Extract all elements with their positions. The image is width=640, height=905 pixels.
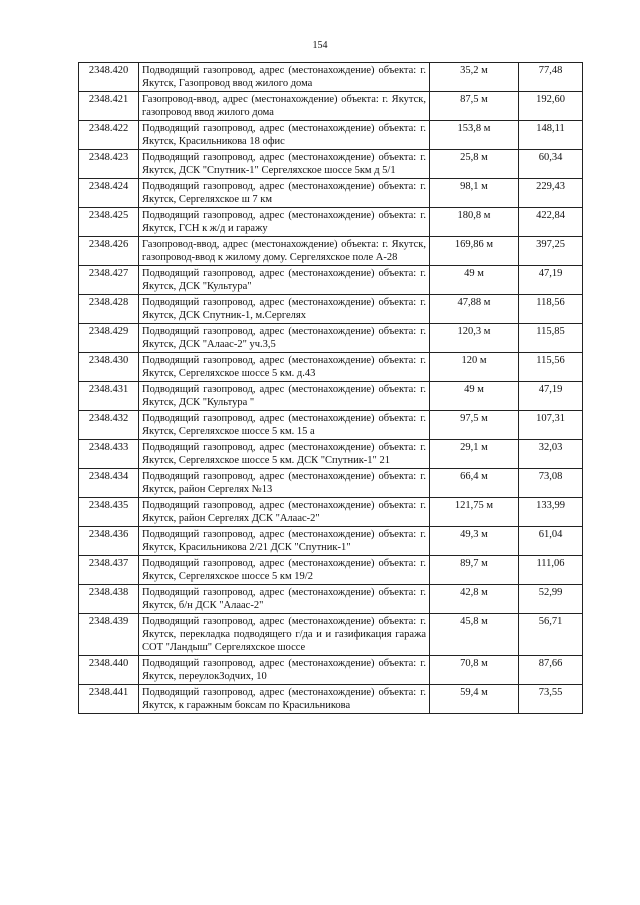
- description-cell: Подводящий газопровод, адрес (местонахождение) объекта: г. Якутск, Сергеляхское шоссе 5 км. ДСК "Спутник-1" 21: [139, 440, 430, 469]
- length-cell: 49,3 м: [430, 527, 519, 556]
- row-number-cell: 2348.431: [79, 382, 139, 411]
- table-row: [79, 92, 583, 121]
- row-number-cell: 2348.420: [79, 63, 139, 92]
- value-cell: 148,11: [519, 121, 583, 150]
- length-cell: 89,7 м: [430, 556, 519, 585]
- row-number-cell: 2348.425: [79, 208, 139, 237]
- row-number-cell: 2348.437: [79, 556, 139, 585]
- table-row: [79, 324, 583, 353]
- length-cell: 120,3 м: [430, 324, 519, 353]
- value-cell: 47,19: [519, 382, 583, 411]
- registry-table: [78, 62, 583, 714]
- description-cell: Подводящий газопровод, адрес (местонахождение) объекта: г. Якутск, Сергеляхское шоссе 5 км 19/2: [139, 556, 430, 585]
- row-number-cell: 2348.424: [79, 179, 139, 208]
- description-cell: Подводящий газопровод, адрес (местонахождение) объекта: г. Якутск, ДСК "Культура": [139, 266, 430, 295]
- value-cell: 52,99: [519, 585, 583, 614]
- length-cell: 66,4 м: [430, 469, 519, 498]
- length-cell: 153,8 м: [430, 121, 519, 150]
- table-row: [79, 411, 583, 440]
- length-cell: 49 м: [430, 382, 519, 411]
- description-cell: Подводящий газопровод, адрес (местонахождение) объекта: г. Якутск, район Сергелях ДСК "Алаас-2": [139, 498, 430, 527]
- row-number-cell: 2348.426: [79, 237, 139, 266]
- value-cell: 60,34: [519, 150, 583, 179]
- row-number-cell: 2348.434: [79, 469, 139, 498]
- length-cell: 97,5 м: [430, 411, 519, 440]
- table-row: [79, 353, 583, 382]
- value-cell: 77,48: [519, 63, 583, 92]
- length-cell: 120 м: [430, 353, 519, 382]
- table-row: [79, 440, 583, 469]
- table-row: [79, 208, 583, 237]
- value-cell: 107,31: [519, 411, 583, 440]
- description-cell: Подводящий газопровод, адрес (местонахождение) объекта: г. Якутск, б/н ДСК "Алаас-2": [139, 585, 430, 614]
- table-row: [79, 237, 583, 266]
- length-cell: 29,1 м: [430, 440, 519, 469]
- table-row: [79, 266, 583, 295]
- row-number-cell: 2348.421: [79, 92, 139, 121]
- row-number-cell: 2348.432: [79, 411, 139, 440]
- row-number-cell: 2348.422: [79, 121, 139, 150]
- description-cell: Подводящий газопровод, адрес (местонахождение) объекта: г. Якутск, к гаражным боксам по Красильникова: [139, 685, 430, 714]
- value-cell: 115,56: [519, 353, 583, 382]
- value-cell: 192,60: [519, 92, 583, 121]
- description-cell: Газопровод-ввод, адрес (местонахождение) объекта: г. Якутск, газопровод ввод жилого дома: [139, 92, 430, 121]
- description-cell: Подводящий газопровод, адрес (местонахождение) объекта: г. Якутск, ДСК "Культура ": [139, 382, 430, 411]
- description-cell: Подводящий газопровод, адрес (местонахождение) объекта: г. Якутск, ГСН к ж/д и гаражу: [139, 208, 430, 237]
- length-cell: 47,88 м: [430, 295, 519, 324]
- description-cell: Подводящий газопровод, адрес (местонахождение) объекта: г. Якутск, Красильникова 18 офис: [139, 121, 430, 150]
- value-cell: 229,43: [519, 179, 583, 208]
- value-cell: 118,56: [519, 295, 583, 324]
- registry-table-body: [79, 63, 583, 714]
- row-number-cell: 2348.428: [79, 295, 139, 324]
- value-cell: 397,25: [519, 237, 583, 266]
- value-cell: 32,03: [519, 440, 583, 469]
- value-cell: 61,04: [519, 527, 583, 556]
- description-cell: Газопровод-ввод, адрес (местонахождение) объекта: г. Якутск, газопровод-ввод к жилому дому. Сергеляхское поле А-28: [139, 237, 430, 266]
- length-cell: 45,8 м: [430, 614, 519, 656]
- value-cell: 47,19: [519, 266, 583, 295]
- length-cell: 49 м: [430, 266, 519, 295]
- description-cell: Подводящий газопровод, адрес (местонахождение) объекта: г. Якутск, Красильникова 2/21 ДСК "Спутник-1": [139, 527, 430, 556]
- table-row: [79, 527, 583, 556]
- description-cell: Подводящий газопровод, адрес (местонахождение) объекта: г. Якутск, перекладка подводящего г/да и и газификация гаража СОТ "Ландыш" Сергеляхское шоссе: [139, 614, 430, 656]
- description-cell: Подводящий газопровод, адрес (местонахождение) объекта: г. Якутск, Газопровод ввод жилого дома: [139, 63, 430, 92]
- length-cell: 98,1 м: [430, 179, 519, 208]
- description-cell: Подводящий газопровод, адрес (местонахождение) объекта: г. Якутск, ДСК "Спутник-1" Сергеляхское шоссе 5км д 5/1: [139, 150, 430, 179]
- description-cell: Подводящий газопровод, адрес (местонахождение) объекта: г. Якутск, ДСК Спутник-1, м.Сергелях: [139, 295, 430, 324]
- description-cell: Подводящий газопровод, адрес (местонахождение) объекта: г. Якутск, ДСК "Алаас-2" уч.3,5: [139, 324, 430, 353]
- row-number-cell: 2348.439: [79, 614, 139, 656]
- description-cell: Подводящий газопровод, адрес (местонахождение) объекта: г. Якутск, переулокЗодчих, 10: [139, 656, 430, 685]
- table-row: [79, 382, 583, 411]
- value-cell: 115,85: [519, 324, 583, 353]
- row-number-cell: 2348.430: [79, 353, 139, 382]
- row-number-cell: 2348.441: [79, 685, 139, 714]
- row-number-cell: 2348.440: [79, 656, 139, 685]
- length-cell: 35,2 м: [430, 63, 519, 92]
- length-cell: 25,8 м: [430, 150, 519, 179]
- table-row: [79, 63, 583, 92]
- description-cell: Подводящий газопровод, адрес (местонахождение) объекта: г. Якутск, Сергеляхское ш 7 км: [139, 179, 430, 208]
- description-cell: Подводящий газопровод, адрес (местонахождение) объекта: г. Якутск, Сергеляхское шоссе 5 км. 15 а: [139, 411, 430, 440]
- page-number: 154: [312, 40, 328, 51]
- length-cell: 180,8 м: [430, 208, 519, 237]
- table-row: [79, 121, 583, 150]
- value-cell: 111,06: [519, 556, 583, 585]
- row-number-cell: 2348.429: [79, 324, 139, 353]
- value-cell: 422,84: [519, 208, 583, 237]
- length-cell: 70,8 м: [430, 656, 519, 685]
- table-row: [79, 498, 583, 527]
- row-number-cell: 2348.438: [79, 585, 139, 614]
- length-cell: 59,4 м: [430, 685, 519, 714]
- table-row: [79, 469, 583, 498]
- value-cell: 87,66: [519, 656, 583, 685]
- table-row: [79, 295, 583, 324]
- value-cell: 73,55: [519, 685, 583, 714]
- value-cell: 133,99: [519, 498, 583, 527]
- row-number-cell: 2348.435: [79, 498, 139, 527]
- table-row: [79, 656, 583, 685]
- length-cell: 42,8 м: [430, 585, 519, 614]
- table-row: [79, 179, 583, 208]
- length-cell: 169,86 м: [430, 237, 519, 266]
- row-number-cell: 2348.423: [79, 150, 139, 179]
- value-cell: 56,71: [519, 614, 583, 656]
- row-number-cell: 2348.427: [79, 266, 139, 295]
- table-row: [79, 585, 583, 614]
- table-row: [79, 150, 583, 179]
- length-cell: 87,5 м: [430, 92, 519, 121]
- row-number-cell: 2348.436: [79, 527, 139, 556]
- description-cell: Подводящий газопровод, адрес (местонахождение) объекта: г. Якутск, Сергеляхское шоссе 5 км. д.43: [139, 353, 430, 382]
- description-cell: Подводящий газопровод, адрес (местонахождение) объекта: г. Якутск, район Сергелях №13: [139, 469, 430, 498]
- table-row: [79, 614, 583, 656]
- row-number-cell: 2348.433: [79, 440, 139, 469]
- length-cell: 121,75 м: [430, 498, 519, 527]
- table-row: [79, 556, 583, 585]
- value-cell: 73,08: [519, 469, 583, 498]
- table-row: [79, 685, 583, 714]
